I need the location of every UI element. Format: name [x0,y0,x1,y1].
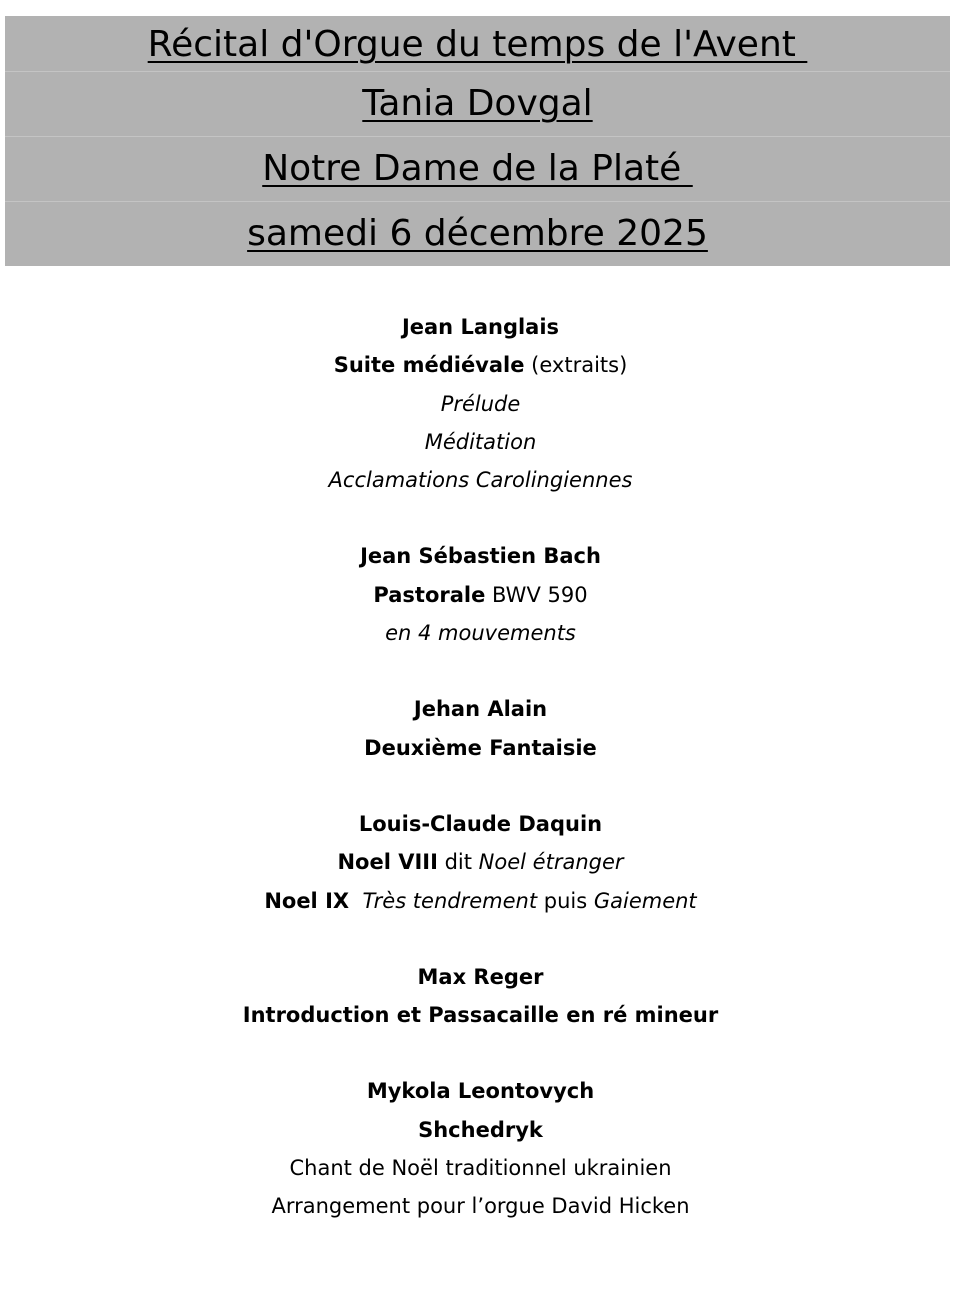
work-description: Chant de Noël traditionnel ukrainien [289,1156,672,1181]
movement: Méditation [424,429,537,454]
program-item-daquin [0,805,961,920]
work-title: Noel IX [264,888,350,913]
work-note: en 4 mouvements [385,621,576,646]
composer-name: Jehan Alain [413,697,548,722]
work-title: Introduction et Passacaille en ré mineur [242,1003,719,1028]
catalog-number: BWV 590 [485,582,588,607]
program-item-langlais [0,308,961,499]
movement: Prélude [440,391,521,416]
work-line [0,576,961,614]
header-banner [5,16,950,266]
composer-name: Mykola Leontovych [366,1079,595,1104]
tempo-marking: Gaiement [593,888,697,913]
program-item-reger [0,958,961,1035]
work-line [0,843,961,881]
connector-text: puis [537,888,594,913]
venue-name: Notre Dame de la Platé [5,137,950,202]
work-note: (extraits) [524,353,628,378]
connector-text: dit [437,850,479,875]
composer-name: Louis-Claude Daquin [358,811,603,836]
work-nickname: Noel étranger [478,850,624,875]
recital-title: Récital d'Orgue du temps de l'Avent [5,16,950,72]
work-title: Noel VIII [337,850,438,875]
composer-name: Jean Sébastien Bach [360,544,601,569]
movement: Acclamations Carolingiennes [328,468,633,493]
work-title: Pastorale [373,582,486,607]
program-item-bach [0,537,961,652]
spacer [0,1034,961,1072]
tempo-marking: Très tendrement [362,888,538,913]
work-title: Suite médiévale [333,353,525,378]
composer-name: Jean Langlais [401,315,560,339]
work-title: Shchedryk [418,1117,543,1142]
program-list [0,308,961,1226]
spacer [0,767,961,805]
spacer [0,920,961,958]
spacer [0,499,961,537]
work-line [0,346,961,384]
concert-date: samedi 6 décembre 2025 [5,202,950,266]
performer-name: Tania Dovgal [5,72,950,137]
program-item-leontovych [0,1072,961,1225]
work-line [0,882,961,920]
work-title: Deuxième Fantaisie [364,735,597,760]
arrangement-credit: Arrangement pour l’orgue David Hicken [271,1194,690,1219]
composer-name: Max Reger [417,964,544,989]
spacer [0,652,961,690]
program-item-alain [0,690,961,767]
